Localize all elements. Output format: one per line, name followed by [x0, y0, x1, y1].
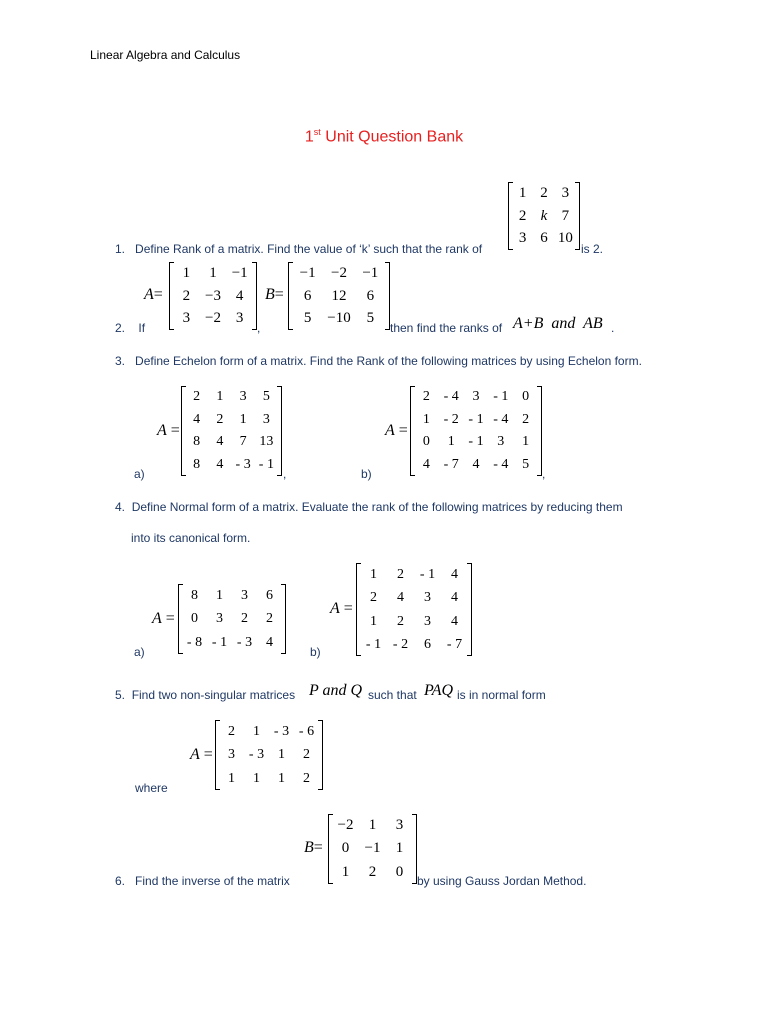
matrix-cell: 3: [395, 817, 404, 833]
matrix-cell: 1: [395, 840, 404, 857]
matrix-row: [509, 182, 579, 205]
matrix-cell: - 6: [298, 724, 315, 739]
matrix-cell: - 4: [443, 389, 459, 404]
q2-expression: [513, 315, 603, 333]
matrix-cell: 3: [239, 389, 247, 404]
matrix-cell: - 3: [235, 456, 251, 472]
matrix-cell: - 1: [468, 411, 484, 427]
matrix-cell: 1: [370, 613, 377, 629]
q4-a-letter: A: [152, 610, 162, 627]
q5-matrix-a-label: A =: [190, 746, 213, 763]
matrix-cell: 12: [331, 287, 347, 304]
title-text: Unit Question Bank: [320, 128, 464, 146]
q4-matrix-a-label: A =: [152, 610, 175, 627]
matrix-cell: 5: [262, 389, 270, 404]
matrix-row: [411, 454, 541, 477]
matrix-cell: 2: [303, 747, 310, 763]
matrix-cell: 1: [182, 265, 191, 281]
matrix-cell: 3: [424, 613, 431, 629]
matrix-cell: 3: [241, 588, 248, 603]
q5-text: Find two non-singular matrices: [131, 688, 296, 702]
q2-comma: ,: [257, 321, 261, 335]
matrix-cell: 2: [241, 611, 248, 627]
matrix-row: [289, 285, 389, 308]
matrix-cell: 4: [451, 590, 458, 606]
matrix-cell: - 3: [273, 724, 290, 739]
matrix-cell: 0: [341, 840, 350, 857]
matrix-cell: 0: [191, 611, 198, 627]
matrix-cell: 0: [422, 434, 430, 449]
matrix-cell: - 2: [392, 636, 409, 652]
title-superscript: st: [313, 127, 321, 137]
q5-such-that: such that: [368, 688, 417, 702]
q2-matrix-a: [169, 262, 257, 330]
matrix-row: [182, 409, 281, 432]
q2-expr-and: and: [551, 315, 576, 332]
q2-expr-apb: A+B: [513, 315, 544, 332]
matrix-row: [357, 633, 471, 656]
matrix-row: [179, 631, 285, 654]
q6-text: Find the inverse of the matrix: [135, 874, 290, 888]
matrix-cell: 4: [422, 456, 430, 472]
matrix-row: [216, 743, 322, 766]
matrix-row: [357, 586, 471, 609]
q5-p-and-q: [309, 682, 362, 700]
matrix-cell: 4: [193, 411, 201, 427]
matrix-cell: - 1: [365, 636, 382, 652]
q5-a-letter: A: [190, 746, 200, 763]
q4-b-letter: A: [330, 600, 340, 617]
matrix-cell: −1: [364, 840, 381, 857]
matrix-row: [289, 307, 389, 330]
q3-matrix-a: [181, 386, 282, 476]
matrix-cell: 2: [397, 567, 404, 582]
matrix-cell: 2: [266, 611, 273, 627]
question-6: [115, 874, 290, 888]
matrix-cell: 3: [424, 590, 431, 606]
q1-text: Define Rank of a matrix. Find the value of ‘k’ such that the rank of: [135, 242, 483, 256]
matrix-row: [179, 584, 285, 607]
matrix-cell: 10: [557, 230, 573, 247]
q6-matrix-b-label: B=: [304, 839, 323, 856]
matrix-cell: 1: [522, 434, 530, 449]
matrix-cell: 8: [193, 434, 201, 449]
matrix-cell: −10: [327, 310, 351, 327]
matrix-cell: 1: [253, 724, 260, 739]
q2-matrix-b: [288, 262, 390, 330]
matrix-cell: 2: [193, 389, 201, 404]
matrix-cell: - 1: [211, 634, 228, 650]
q2-expr-ab: AB: [583, 315, 603, 332]
matrix-row: [216, 720, 322, 743]
q5-rest-text: is in normal form: [457, 688, 546, 702]
matrix-cell: 1: [216, 588, 223, 603]
matrix-cell: 1: [278, 770, 285, 786]
matrix-cell: 2: [368, 863, 377, 880]
matrix-cell: 5: [366, 310, 375, 327]
matrix-cell: 8: [191, 588, 198, 603]
q6-after-text: by using Gauss Jordan Method.: [417, 874, 587, 888]
q3-text: Define Echelon form of a matrix. Find the Rank of the following matrices by using Echelon form.: [135, 354, 642, 368]
question-5: [115, 688, 295, 702]
matrix-row: [182, 386, 281, 409]
question-4: [115, 500, 623, 514]
matrix-row: [411, 409, 541, 432]
matrix-row: [170, 262, 256, 285]
matrix-cell: 1: [447, 434, 455, 449]
matrix-cell: 2: [540, 185, 548, 201]
matrix-cell: 5: [303, 310, 312, 327]
matrix-cell: 4: [472, 456, 480, 472]
q4-matrix-b: [356, 563, 472, 656]
q5-matrix-a: [215, 720, 323, 790]
q5-paq: PAQ: [424, 682, 454, 699]
matrix-cell: −1: [231, 265, 248, 281]
running-header: Linear Algebra and Calculus: [90, 48, 241, 62]
matrix-row: [357, 610, 471, 633]
page-title: [0, 127, 768, 146]
matrix-cell: 4: [451, 567, 458, 582]
matrix-cell: k: [540, 207, 548, 224]
matrix-cell: 1: [253, 770, 260, 786]
matrix-cell: −1: [362, 265, 379, 281]
q4-text-line1: Define Normal form of a matrix. Evaluate the rank of the following matrices by reducing them: [131, 500, 623, 514]
q6-matrix-b: [328, 814, 417, 884]
q1-matrix: [508, 182, 580, 250]
matrix-cell: 2: [182, 287, 191, 304]
q5-where: where: [135, 781, 168, 795]
matrix-cell: −2: [337, 817, 354, 833]
matrix-cell: 5: [522, 456, 530, 472]
q3-b-comma: ,: [542, 467, 546, 481]
matrix-cell: 2: [422, 389, 430, 404]
matrix-cell: 7: [239, 434, 247, 449]
matrix-cell: 1: [239, 411, 247, 427]
q2-number: 2.: [115, 321, 126, 335]
q2-matrix-b-label: B=: [265, 286, 284, 303]
matrix-cell: 2: [303, 770, 310, 786]
matrix-cell: 1: [278, 747, 285, 763]
q6-number: 6.: [115, 874, 126, 888]
q2-then-text: then find the ranks of: [390, 321, 503, 335]
matrix-cell: 13: [259, 434, 274, 449]
matrix-row: [509, 227, 579, 250]
matrix-cell: - 2: [443, 411, 459, 427]
matrix-cell: 6: [266, 588, 273, 603]
q3-matrix-b-label: A =: [385, 422, 408, 439]
matrix-cell: 2: [518, 207, 527, 224]
matrix-row: [182, 431, 281, 454]
q1-after-text: is 2.: [581, 242, 604, 256]
matrix-cell: 2: [397, 613, 404, 629]
matrix-cell: 4: [235, 287, 244, 304]
matrix-cell: - 1: [493, 389, 509, 404]
q5-number: 5.: [115, 688, 126, 702]
matrix-row: [289, 262, 389, 285]
q3-number: 3.: [115, 354, 126, 368]
matrix-cell: - 7: [443, 456, 459, 472]
matrix-cell: - 1: [468, 434, 484, 449]
q5-p: P: [309, 682, 319, 699]
matrix-cell: 1: [422, 411, 430, 427]
q2-b-letter: B: [265, 286, 275, 303]
matrix-cell: 1: [228, 770, 235, 786]
question-3: [115, 354, 642, 368]
matrix-cell: 3: [228, 747, 235, 763]
matrix-cell: 4: [266, 634, 273, 650]
q6-b-letter: B: [304, 839, 314, 856]
question-2: [115, 321, 145, 335]
q3-b-label: b): [361, 467, 372, 481]
matrix-cell: 4: [397, 590, 404, 606]
matrix-cell: 3: [518, 230, 527, 247]
matrix-cell: - 7: [446, 636, 463, 652]
q2-end: .: [611, 321, 615, 335]
matrix-row: [411, 386, 541, 409]
matrix-cell: 1: [368, 817, 377, 833]
q2-matrix-a-label: A=: [144, 286, 163, 303]
matrix-cell: - 1: [419, 567, 436, 582]
matrix-row: [179, 607, 285, 630]
q4-b-label: b): [310, 645, 321, 659]
matrix-cell: 2: [522, 411, 530, 427]
matrix-cell: 3: [497, 434, 505, 449]
matrix-cell: 1: [518, 185, 527, 201]
matrix-cell: −2: [205, 310, 221, 327]
matrix-cell: 1: [341, 863, 350, 880]
q3-a-comma: ,: [283, 467, 287, 481]
q3-b-letter: A: [385, 422, 395, 439]
matrix-cell: - 4: [493, 456, 509, 472]
q1-number: 1.: [115, 242, 126, 256]
matrix-cell: 3: [235, 310, 244, 327]
matrix-cell: 3: [472, 389, 480, 404]
matrix-cell: −2: [331, 265, 347, 281]
q3-a-letter: A: [157, 422, 167, 439]
matrix-row: [216, 767, 322, 790]
matrix-row: [170, 285, 256, 308]
q4-matrix-b-label: A =: [330, 600, 353, 617]
title-number: 1: [304, 128, 314, 146]
q5-and: and: [322, 682, 347, 699]
matrix-row: [357, 563, 471, 586]
matrix-cell: 3: [262, 411, 270, 427]
matrix-cell: 0: [522, 389, 530, 404]
matrix-row: [170, 307, 256, 330]
matrix-cell: 0: [395, 863, 404, 880]
matrix-cell: - 4: [493, 411, 509, 427]
matrix-cell: 2: [370, 590, 377, 606]
q2-if: If: [138, 321, 146, 335]
q4-number: 4.: [115, 500, 126, 514]
matrix-cell: 3: [216, 611, 223, 627]
matrix-cell: 1: [209, 265, 217, 281]
matrix-cell: 1: [216, 389, 224, 404]
matrix-row: [411, 431, 541, 454]
matrix-row: [182, 454, 281, 477]
q3-a-label: a): [134, 467, 145, 481]
matrix-cell: 4: [451, 613, 458, 629]
matrix-cell: 4: [216, 434, 224, 449]
matrix-row: [329, 861, 416, 884]
matrix-cell: 6: [366, 287, 375, 304]
matrix-cell: 4: [216, 456, 224, 472]
matrix-cell: 6: [303, 287, 312, 304]
q3-matrix-a-label: A =: [157, 422, 180, 439]
matrix-row: [329, 814, 416, 837]
matrix-row: [509, 205, 579, 228]
q4-text-line2: into its canonical form.: [131, 531, 251, 545]
q3-matrix-b: [410, 386, 542, 476]
matrix-cell: - 3: [248, 747, 265, 763]
matrix-cell: −3: [205, 287, 221, 304]
matrix-cell: 1: [370, 567, 377, 582]
q4-a-label: a): [134, 645, 145, 659]
q2-a-letter: A: [144, 286, 154, 303]
matrix-cell: 6: [540, 230, 548, 247]
matrix-cell: 3: [182, 310, 191, 327]
matrix-row: [329, 837, 416, 860]
matrix-cell: - 3: [236, 634, 253, 650]
matrix-cell: 3: [561, 185, 570, 201]
question-1: [115, 242, 482, 256]
matrix-cell: - 8: [186, 634, 203, 650]
matrix-cell: 8: [193, 456, 201, 472]
matrix-cell: 7: [561, 207, 570, 224]
matrix-cell: - 1: [258, 456, 274, 472]
matrix-cell: 6: [424, 636, 431, 652]
q5-q: Q: [350, 682, 363, 699]
matrix-cell: −1: [299, 265, 316, 281]
matrix-cell: 2: [228, 724, 235, 739]
matrix-cell: 2: [216, 411, 224, 427]
q4-matrix-a: [178, 584, 286, 654]
